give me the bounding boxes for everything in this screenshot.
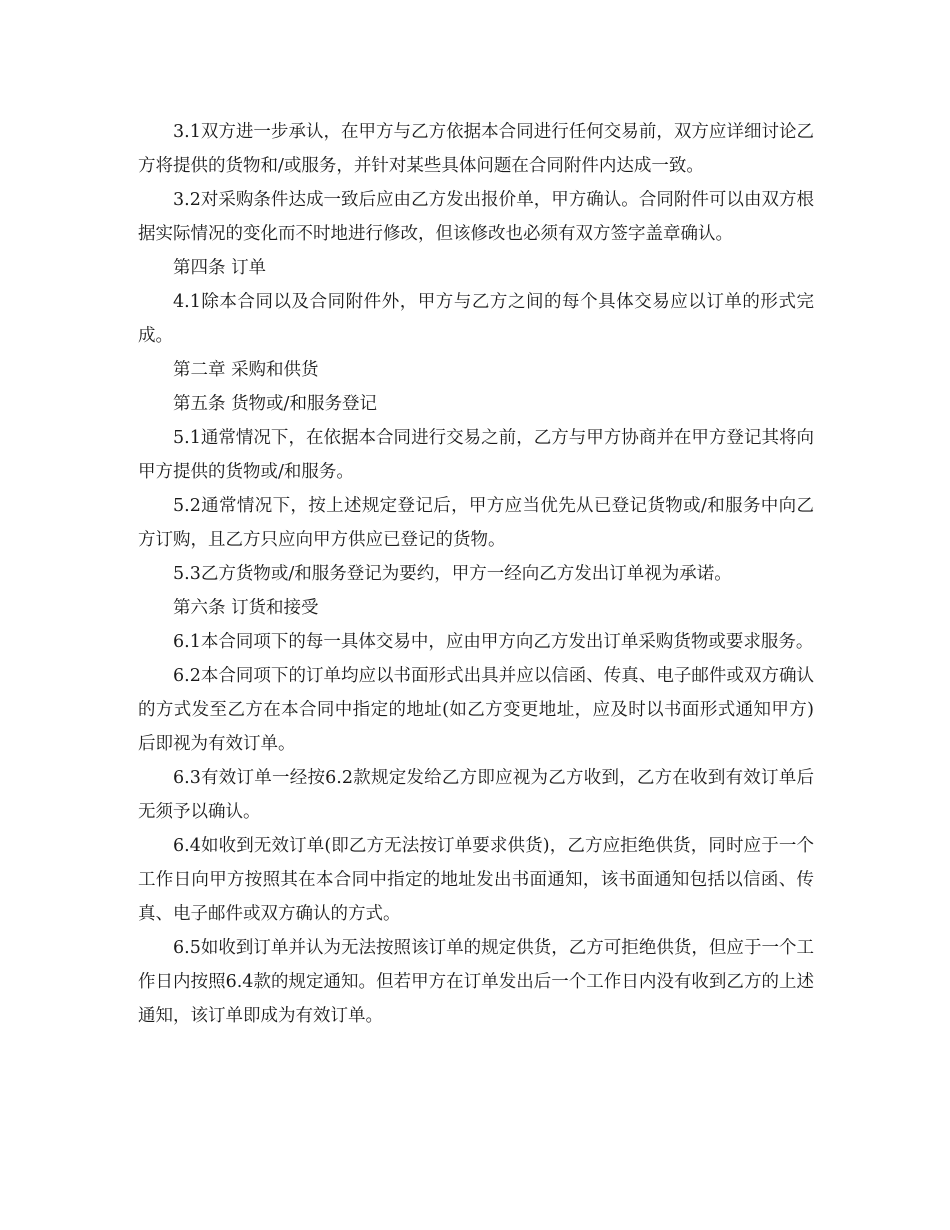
article-5-heading: 第五条 货物或/和服务登记 bbox=[173, 394, 377, 414]
clause-5-3: 5.3乙方货物或/和服务登记为要约，甲方一经向乙方发出订单视为承诺。 bbox=[173, 564, 732, 584]
chapter-2-heading: 第二章 采购和供货 bbox=[173, 360, 319, 380]
article-6-heading: 第六条 订货和接受 bbox=[173, 598, 319, 618]
document-body bbox=[138, 115, 814, 1033]
clause-4-1: 4.1除本合同以及合同附件外，甲方与乙方之间的每个具体交易应以订单的形式完成。 bbox=[138, 292, 814, 346]
clause-3-2: 3.2对采购条件达成一致后应由乙方发出报价单，甲方确认。合同附件可以由双方根据实际情况的变化而不时地进行修改，但该修改也必须有双方签字盖章确认。 bbox=[138, 190, 814, 244]
clause-5-1: 5.1通常情况下，在依据本合同进行交易之前，乙方与甲方协商并在甲方登记其将向甲方提供的货物或/和服务。 bbox=[138, 428, 814, 482]
clause-3-1: 3.1双方进一步承认，在甲方与乙方依据本合同进行任何交易前，双方应详细讨论乙方将提供的货物和/或服务，并针对某些具体问题在合同附件内达成一致。 bbox=[138, 122, 814, 176]
clause-6-1: 6.1本合同项下的每一具体交易中，应由甲方向乙方发出订单采购货物或要求服务。 bbox=[173, 632, 814, 652]
clause-6-5: 6.5如收到订单并认为无法按照该订单的规定供货，乙方可拒绝供货，但应于一个工作日内按照6.4款的规定通知。但若甲方在订单发出后一个工作日内没有收到乙方的上述通知，该订单即成为有效订单。 bbox=[138, 938, 814, 1026]
article-4-heading: 第四条 订单 bbox=[173, 258, 267, 278]
clause-6-2: 6.2本合同项下的订单均应以书面形式出具并应以信函、传真、电子邮件或双方确认的方式发至乙方在本合同中指定的地址(如乙方变更地址，应及时以书面形式通知甲方)后即视为有效订单。 bbox=[138, 666, 814, 754]
clause-6-3: 6.3有效订单一经按6.2款规定发给乙方即应视为乙方收到，乙方在收到有效订单后无须予以确认。 bbox=[138, 768, 814, 822]
clause-5-2: 5.2通常情况下，按上述规定登记后，甲方应当优先从已登记货物或/和服务中向乙方订购，且乙方只应向甲方供应已登记的货物。 bbox=[138, 496, 814, 550]
clause-6-4: 6.4如收到无效订单(即乙方无法按订单要求供货)，乙方应拒绝供货，同时应于一个工作日向甲方按照其在本合同中指定的地址发出书面通知，该书面通知包括以信函、传真、电子邮件或双方确认的方式。 bbox=[138, 836, 814, 924]
